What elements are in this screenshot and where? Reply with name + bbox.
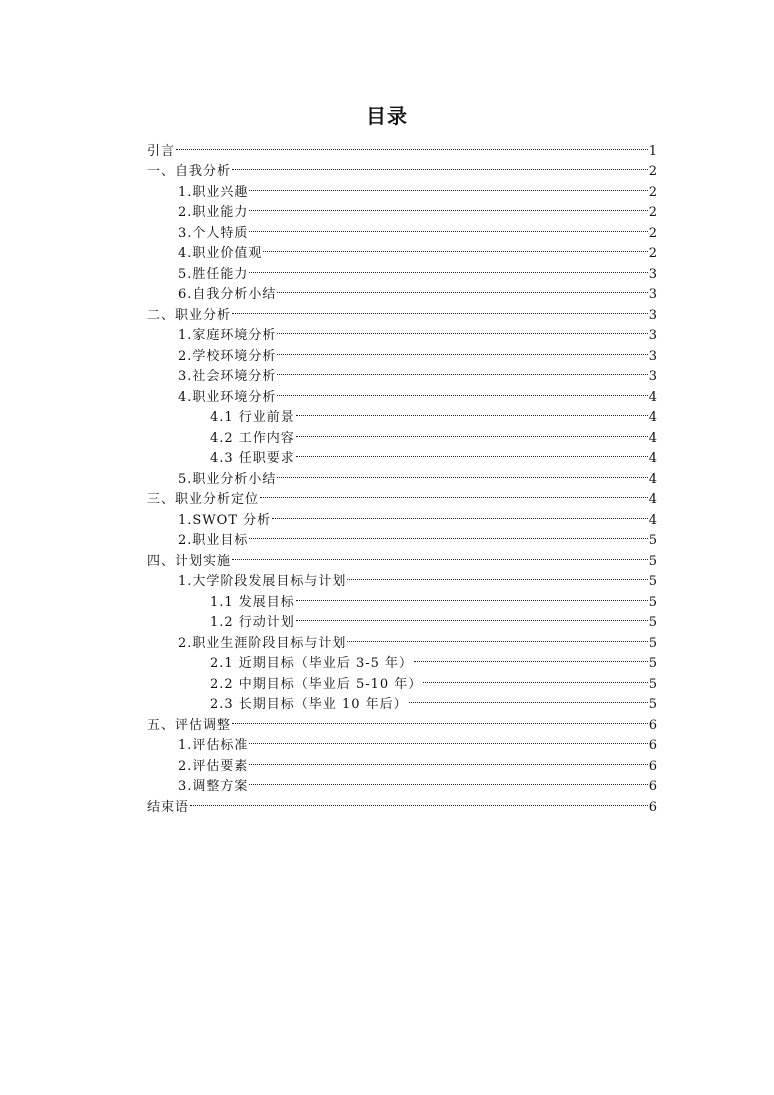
toc-entry-label: 1.SWOT 分析 xyxy=(178,512,272,528)
toc-dot-leader xyxy=(347,626,647,647)
toc-entry-label: 三、职业分析定位 xyxy=(147,492,260,507)
toc-entry-label: 5.职业分析小结 xyxy=(178,471,277,487)
toc-entry-label: 3.社会环境分析 xyxy=(178,369,277,384)
toc-entry-page-number: 1 xyxy=(648,143,657,159)
toc-entry-label: 3.个人特质 xyxy=(178,225,249,241)
toc-entry-label: 引言 xyxy=(147,143,176,159)
toc-entry-label: 2.评估要素 xyxy=(178,758,249,774)
toc-entry-page-number: 6 xyxy=(648,738,657,753)
toc-dot-leader xyxy=(232,708,648,729)
toc-dot-leader xyxy=(296,401,648,422)
toc-entry-label: 4.2 工作内容 xyxy=(210,430,295,446)
toc-dot-leader xyxy=(249,196,647,217)
toc-entry-page-number: 4 xyxy=(648,471,657,487)
toc-dot-leader xyxy=(249,770,647,791)
toc-dot-leader xyxy=(190,790,648,811)
toc-entry-page-number: 5 xyxy=(648,553,657,569)
toc-entry[interactable] xyxy=(147,134,657,159)
toc-entry-page-number: 6 xyxy=(648,758,657,774)
toc-entry-page-number: 5 xyxy=(648,574,657,589)
toc-dot-leader xyxy=(277,462,647,483)
toc-entry-page-number: 4 xyxy=(648,389,657,405)
toc-entry-label: 1.家庭环境分析 xyxy=(178,328,277,343)
toc-entry-page-number: 4 xyxy=(648,492,657,507)
toc-dot-leader xyxy=(347,565,647,586)
toc-entry-label: 2.3 长期目标（毕业 10 年后） xyxy=(210,697,408,712)
toc-dot-leader xyxy=(260,483,648,504)
toc-entry-label: 4.3 任职要求 xyxy=(210,451,295,466)
toc-entry-page-number: 4 xyxy=(648,512,657,528)
toc-entry-label: 2.职业生涯阶段目标与计划 xyxy=(178,635,347,651)
toc-dot-leader xyxy=(277,278,647,299)
toc-entry-page-number: 2 xyxy=(648,184,657,200)
toc-dot-leader xyxy=(277,380,647,401)
toc-entry-label: 2.职业能力 xyxy=(178,205,249,220)
toc-entry-label: 结束语 xyxy=(147,799,190,815)
toc-dot-leader xyxy=(249,175,647,196)
toc-entry[interactable] xyxy=(147,155,657,179)
toc-entry-page-number: 3 xyxy=(648,266,657,282)
toc-dot-leader xyxy=(296,442,648,463)
toc-entry-label: 四、计划实施 xyxy=(147,553,232,569)
toc-dot-leader xyxy=(409,688,648,709)
toc-entry-label: 4.1 行业前景 xyxy=(210,410,295,425)
toc-entry-label: 1.1 发展目标 xyxy=(210,594,295,610)
toc-entry-label: 2.2 中期目标（毕业后 5-10 年） xyxy=(210,676,423,692)
toc-dot-leader xyxy=(249,729,647,750)
toc-entry-label: 五、评估调整 xyxy=(147,717,232,733)
toc-entry-label: 二、职业分析 xyxy=(147,307,232,323)
toc-dot-leader xyxy=(232,298,648,319)
toc-dot-leader xyxy=(249,749,647,770)
toc-entry-page-number: 2 xyxy=(648,205,657,220)
toc-entry-label: 1.职业兴趣 xyxy=(178,184,249,200)
toc-entry-label: 2.职业目标 xyxy=(178,533,249,548)
table-of-contents xyxy=(147,134,657,815)
toc-dot-leader xyxy=(277,339,647,360)
toc-entry-page-number: 5 xyxy=(648,594,657,610)
toc-dot-leader xyxy=(249,257,647,278)
toc-entry-page-number: 3 xyxy=(648,369,657,384)
toc-dot-leader xyxy=(263,237,647,258)
toc-entry-page-number: 5 xyxy=(648,697,657,712)
toc-entry-page-number: 5 xyxy=(648,635,657,651)
toc-dot-leader xyxy=(423,667,647,688)
toc-entry-page-number: 4 xyxy=(648,430,657,446)
toc-entry-page-number: 2 xyxy=(648,164,657,179)
toc-entry-page-number: 4 xyxy=(648,451,657,466)
toc-entry-page-number: 5 xyxy=(648,656,657,671)
toc-dot-leader xyxy=(296,585,648,606)
toc-entry-page-number: 3 xyxy=(648,328,657,343)
toc-dot-leader xyxy=(272,503,648,524)
toc-entry-label: 一、自我分析 xyxy=(147,164,232,179)
toc-dot-leader xyxy=(176,134,648,155)
toc-entry-label: 1.2 行动计划 xyxy=(210,615,295,630)
toc-entry-label: 5.胜任能力 xyxy=(178,266,249,282)
toc-entry-label: 4.职业价值观 xyxy=(178,246,263,261)
toc-dot-leader xyxy=(249,216,647,237)
toc-entry-label: 4.职业环境分析 xyxy=(178,389,277,405)
toc-entry-label: 2.学校环境分析 xyxy=(178,348,277,364)
toc-entry-label: 2.1 近期目标（毕业后 3-5 年） xyxy=(210,656,414,671)
toc-dot-leader xyxy=(296,421,648,442)
toc-entry-page-number: 2 xyxy=(648,225,657,241)
toc-entry-label: 1.评估标准 xyxy=(178,738,249,753)
toc-entry-page-number: 6 xyxy=(648,717,657,733)
toc-entry-page-number: 6 xyxy=(648,799,657,815)
toc-entry-page-number: 5 xyxy=(648,676,657,692)
toc-title: 目录 xyxy=(366,104,408,128)
toc-entry-page-number: 3 xyxy=(648,287,657,302)
toc-entry-label: 1.大学阶段发展目标与计划 xyxy=(178,574,347,589)
toc-entry-page-number: 5 xyxy=(648,533,657,548)
toc-entry-page-number: 4 xyxy=(648,410,657,425)
toc-entry-page-number: 3 xyxy=(648,348,657,364)
toc-dot-leader xyxy=(277,319,647,340)
toc-entry-page-number: 5 xyxy=(648,615,657,630)
toc-entry-page-number: 6 xyxy=(648,779,657,794)
toc-entry-page-number: 2 xyxy=(648,246,657,261)
toc-dot-leader xyxy=(232,155,648,176)
toc-entry-label: 3.调整方案 xyxy=(178,779,249,794)
toc-entry-page-number: 3 xyxy=(648,307,657,323)
toc-dot-leader xyxy=(414,647,648,668)
toc-entry-label: 6.自我分析小结 xyxy=(178,287,277,302)
toc-dot-leader xyxy=(296,606,648,627)
toc-entry[interactable] xyxy=(147,790,657,815)
toc-dot-leader xyxy=(232,544,648,565)
toc-dot-leader xyxy=(249,524,647,545)
toc-dot-leader xyxy=(277,360,647,381)
